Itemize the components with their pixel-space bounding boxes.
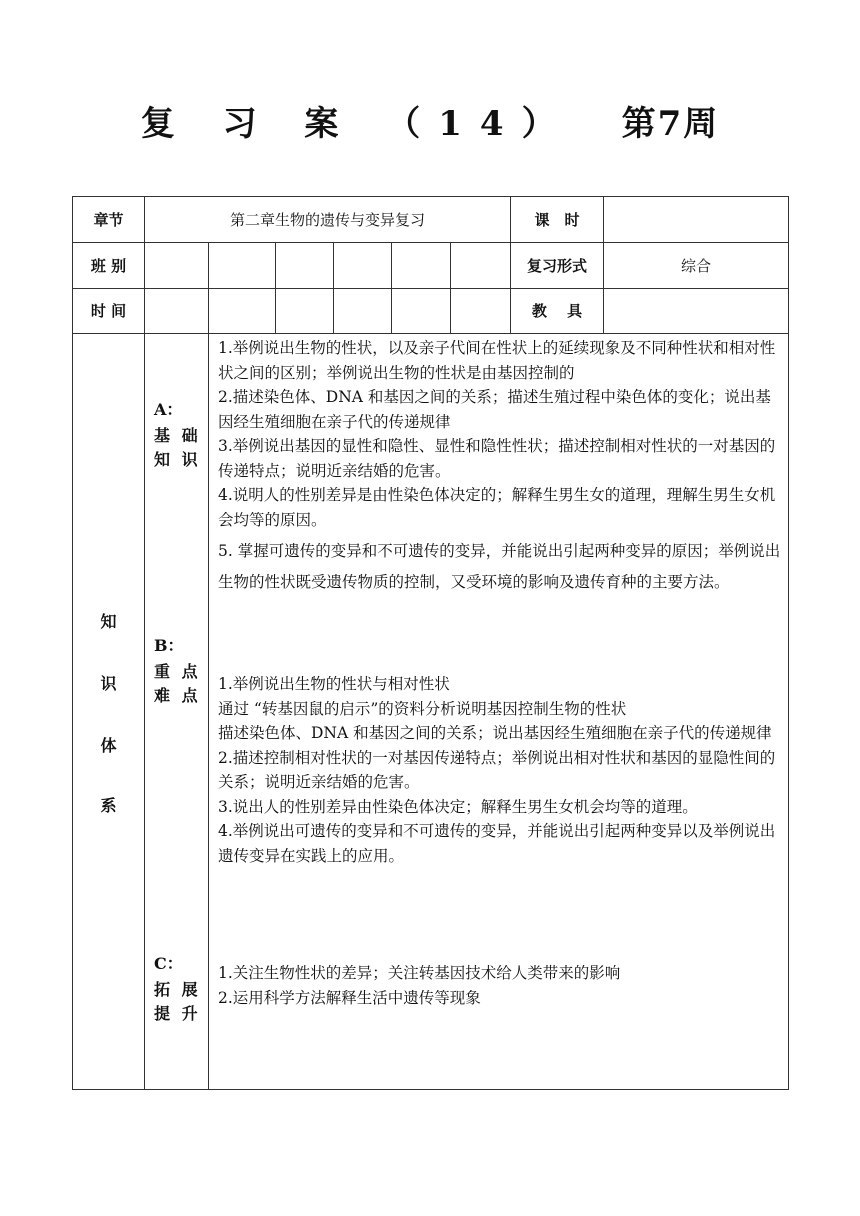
knowledge-system-label: [73, 334, 144, 1089]
section-b-item-5: 3.说出人的性别差异由性染色体决定；解释生男生女机会均等的道理。: [218, 797, 698, 816]
chapter-label: 章节: [93, 210, 124, 229]
section-c-line1: 拓 展: [154, 980, 198, 999]
section-a-item-5: 5. 掌握可遗传的变异和不可遗传的变异，并能说出引起两种变异的原因；举例说出生物的性状既受遗传物质的控制，又受环境的影响及遗传育种的主要方法。: [218, 542, 781, 591]
section-a-item-1: 1.举例说出生物的性状，以及亲子代间在性状上的延续现象及不同种性状和相对性状之间的区别；举例说出生物的性状是由基因控制的: [218, 339, 776, 382]
section-b-line2: 难 点: [154, 686, 198, 705]
section-a-content: [218, 336, 782, 598]
section-a-item-2: 2.描述染色体、DNA 和基因之间的关系；描述生殖过程中染色体的变化；说出基因经生殖细胞在亲子代的传递规律: [218, 388, 771, 431]
chapter-value: 第二章生物的遗传与变异复习: [229, 210, 425, 229]
section-a-letter: A：: [154, 400, 183, 419]
title-week: 第7周: [621, 104, 720, 144]
section-b-item-1: 1.举例说出生物的性状与相对性状: [218, 675, 450, 693]
knowledge-char-3: 体: [100, 736, 117, 755]
hours-label: 课 时: [534, 210, 580, 229]
section-a-item-4: 4.说明人的性别差异是由性染色体决定的；解释生男生女的道理，理解生男生女机会均等的原因。: [218, 486, 776, 529]
title-main: 复 习 案 （14）: [140, 104, 574, 144]
section-b-item-4: 2.描述控制相对性状的一对基因传递特点；举例说出相对性状和基因的显隐性间的关系；说明近亲结婚的危害。: [218, 748, 776, 791]
form-value: 综合: [680, 256, 711, 275]
section-b-item-6: 4.举例说出可遗传的变异和不可遗传的变异，并能说出引起两种变异以及举例说出遗传变异在实践上的应用。: [218, 822, 776, 865]
section-c-item-1: 1.关注生物性状的差异；关注转基因技术给人类带来的影响: [218, 964, 621, 982]
tools-label: 教 具: [531, 302, 583, 320]
class-label: 班 别: [90, 256, 127, 275]
section-c-letter: C：: [154, 954, 183, 973]
time-label: 时 间: [90, 302, 127, 320]
knowledge-char-4: 系: [100, 796, 117, 815]
section-a-line2: 知 识: [154, 450, 198, 469]
section-b-content: [218, 672, 782, 868]
section-c-content: [218, 961, 782, 1010]
form-label: 复习形式: [526, 256, 587, 275]
knowledge-char-1: 知: [100, 612, 117, 631]
section-a-line1: 基 础: [154, 426, 198, 445]
hours-value: [604, 197, 788, 242]
section-c-item-2: 2.运用科学方法解释生活中遗传等现象: [218, 988, 481, 1007]
tools-value: [604, 289, 788, 333]
section-b-item-2: 通过 “转基因鼠的启示”的资料分析说明基因控制生物的性状: [218, 699, 627, 718]
section-b-letter: B：: [154, 636, 184, 655]
section-c-line2: 提 升: [154, 1004, 198, 1023]
section-b-line1: 重 点: [154, 662, 198, 681]
section-a-item-3: 3.举例说出基因的显性和隐性、显性和隐性性状；描述控制相对性状的一对基因的传递特点；说明近亲结婚的危害。: [218, 437, 776, 480]
knowledge-char-2: 识: [100, 674, 117, 693]
content-column: [209, 334, 788, 1089]
section-b-item-3: 描述染色体、DNA 和基因之间的关系；说出基因经生殖细胞在亲子代的传递规律: [218, 724, 772, 742]
section-label-column: [145, 334, 208, 1089]
